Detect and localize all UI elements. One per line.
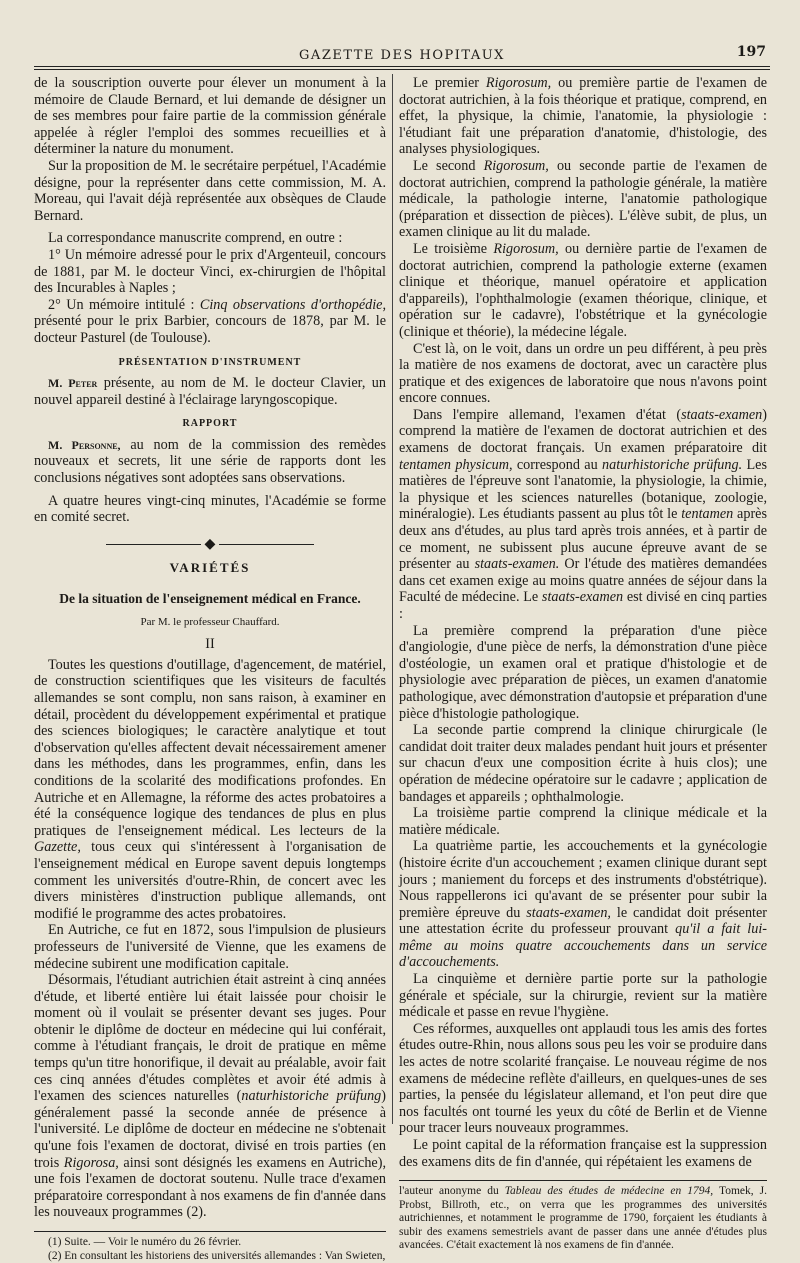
text-run: ) comprend la matière de l'examen de doctorat autrichien et des examens de doctorat français. Un examen préparatoire dit: [399, 407, 767, 456]
text-run: ou seconde partie de l'examen de doctorat autrichien, comprend la pathologie générale, la matière médicale, la pathologie interne, l'anatomie pathologique (préparation et dissection de pièces). L'élève subit, de plus, un examen clinique au lit du malade.: [399, 158, 767, 240]
text-run: Les matières de l'épreuve sont l'anatomie, la physiologie, la chimie, la physique et les sciences naturelles (botanique, zoologie, minéralogie). Les étudiants passent au plus tôt le: [399, 457, 767, 523]
text-run: Le troisième: [413, 241, 493, 257]
italic-run: Tableau des études de médecine en 1794,: [505, 1185, 713, 1197]
italic-run: qu'il a fait lui-même au moins quatre accouchements dans un service d'accouchements.: [399, 921, 767, 970]
text-run: ) généralement passé la seconde année de présence à l'université. Le diplôme de docteur en médecine ne s'obtenait qu'une fois l'examen de doctorat, divisé en trois parties (en trois: [34, 1088, 386, 1170]
italic-run: Gazette,: [34, 839, 81, 855]
text-run: 2° Un mémoire intitulé :: [48, 297, 200, 313]
text-run: ou première partie de l'examen de doctorat autrichien, à la fois théorique et pratique, comprend, en effet, la physique, la chimie, l'anatomie, la physiologie : l'étudiant fait une préparation d'anatomie, d'histologie, des analyses physiologiques.: [399, 75, 767, 157]
journal-title: GAZETTE DES HOPITAUX: [299, 48, 505, 63]
paragraph: [399, 241, 767, 341]
text-run: Le premier: [413, 75, 486, 91]
article-title: De la situation de l'enseignement médical en France.: [34, 591, 386, 608]
paragraph: La seconde partie comprend la clinique chirurgicale (le candidat doit traiter deux malades pendant huit jours et présenter sur chacun d'eux une composition écrite à huis clos); une opération de médecine opératoire sur le cadavre ; application de bandages et appareils ; ophthalmologie.: [399, 722, 767, 805]
right-column: [399, 75, 767, 1253]
text-run: Dans l'empire allemand, l'examen d'état (: [413, 407, 681, 423]
paragraph: [34, 375, 386, 408]
italic-run: tentamen physicum,: [399, 457, 513, 473]
italic-run: staats-examen: [681, 407, 762, 423]
paragraph: [399, 75, 767, 158]
paragraph: La première comprend la préparation d'une pièce d'angiologie, d'une pièce de nerfs, la démonstration d'une pièce d'ostéologie, un examen oral et pratique d'histologie et de physiologie avec préparation de pièces, un examen d'anatomie pathologique, avec démonstration d'autopsie et préparation d'une pièce d'histologie pathologique.: [399, 623, 767, 723]
speaker-name: M. Peter: [48, 376, 97, 390]
footnote: (1) Suite. — Voir le numéro du 26 février.: [34, 1236, 386, 1250]
italic-run: Rigorosa,: [64, 1155, 119, 1171]
italic-run: naturhistoriche prüfung: [241, 1088, 381, 1104]
section-heading-presentation: PRÉSENTATION D'INSTRUMENT: [34, 355, 386, 372]
footnote: (2) En consultant les historiens des universités allemandes : Van Swieten,: [34, 1250, 386, 1263]
paragraph: [399, 158, 767, 241]
text-run: ou dernière partie de l'examen de doctorat autrichien, comprend la pathologie externe (examen clinique et théorique, manuel opératoire et application d'appareils), l'ophthalmologie (examen théorique, clinique, et opération sur le cadavre), l'obstétrique et la gynécologie (clinique et théorie), la médecine légale.: [399, 241, 767, 340]
text-run: présente, au nom de M. le docteur Clavier, un nouvel appareil destiné à l'éclairage laryngoscopique.: [34, 375, 386, 408]
text-run: La quatrième partie, les accouchements et la gynécologie (histoire écrite d'un accouchement ; examen clinique durant sept jours ; maniement du forceps et des instruments d'obstétrique). Nous rappellerons ici qu'avant de se présenter pour subir la première épreuve du: [399, 838, 767, 920]
paragraph: Sur la proposition de M. le secrétaire perpétuel, l'Académie désigne, pour la représenter dans cette commission, M. A. Moreau, qui l'avait déjà représentée aux obsèques de Claude Bernard.: [34, 158, 386, 224]
paragraph: Le point capital de la réformation française est la suppression des examens dits de fin d'année, qui répétaient les examens de: [399, 1137, 767, 1170]
page-number: 197: [737, 44, 766, 60]
paragraph: [34, 657, 386, 923]
text-run: correspond au: [513, 457, 603, 473]
article-byline: Par M. le professeur Chauffard.: [34, 614, 386, 631]
text-run: l'auteur anonyme du: [399, 1185, 505, 1197]
paragraph: 1° Un mémoire adressé pour le prix d'Argenteuil, concours de 1881, par M. le docteur Vinci, ex-chirurgien de l'hôpital des Incurables à Naples ;: [34, 247, 386, 297]
text-run: Désormais, l'étudiant autrichien était astreint à cinq années d'étude, et liberté entière lui était laissée pour choisir le moment où il voulait se présenter devant ses juges. Pour obtenir le diplôme de docteur en médecine qui lui conférait, comme à l'étudiant français, le droit de pratique en même temps qu'un titre honorifique, il devait au préalable, avoir fait ces cinq années d'études complètes et avoir été admis à l'examen des sciences naturelles (: [34, 972, 386, 1104]
text-run: ainsi sont désignés les examens en Autriche), une fois l'examen de doctorat soutenu. Nulle trace d'examen préparatoire correspondant à nos examens de fin d'année dans les nouveaux programmes (2).: [34, 1155, 386, 1221]
header-rule: [34, 66, 770, 70]
paragraph: [399, 407, 767, 623]
footnote-continuation: [399, 1185, 767, 1253]
text-run: Le second: [413, 158, 484, 174]
section-heading-varietes: VARIÉTÉS: [34, 560, 386, 577]
italic-run: naturhistoriche prüfung.: [602, 457, 742, 473]
paragraph: Ces réformes, auxquelles ont applaudi tous les amis des fortes études outre-Rhin, nous allons sous peu les voir se produire dans les actes de notre scolarité française. Le nouveau régime de nos examens de médecine reflète d'ailleurs, en quelques-unes de ses parties, la pensée du législateur allemand, et l'on peut dire que nos facultés ont tourné les yeux du côté de Berlin et de Vienne pour tracer leurs nouveaux programmes.: [399, 1021, 767, 1137]
text-run: Or l'étude des matières demandées dans cet examen exige au moins quatre années de séjour dans la Faculté de médecine. Le: [399, 556, 767, 605]
text-run: Toutes les questions d'outillage, d'agencement, de matériel, de construction scientifiques que les visiteurs de facultés allemandes se sont complu, non sans raison, à examiner en détail, procèdent du développement expérimental et pratique des sciences biologiques; le caractère analytique et tout d'observation qu'elles affectent devait nécessairement amener dans les méthodes, dans les programmes, enfin, dans les conditions de la scolarité des modifications profondes. En Autriche et en Allemagne, la réforme des actes probatoires a été la conséquence logique des tendances de plus en plus pratiques de l'enseignement médical. Les lecteurs de la: [34, 657, 386, 839]
italic-run: staats-examen.: [475, 556, 560, 572]
ornament-separator: ◆: [34, 536, 386, 553]
footnote-rule: [34, 1231, 386, 1232]
italic-run: staats-examen,: [526, 905, 611, 921]
text-run: Tomek, J. Probst, Billroth, etc., on verra que les programmes des universités autrichiennes, et notamment le programme de 1790, forçaient les étudiants à subir des examens semestriels avant de passer dans une année d'études plus avancées. C'était exactement là nos examens de fin d'année.: [399, 1185, 767, 1251]
paragraph: La cinquième et dernière partie porte sur la pathologie générale et spéciale, sur la chirurgie, revient sur la matière médicale et passe en revue l'hygiène.: [399, 971, 767, 1021]
paragraph: En Autriche, ce fut en 1872, sous l'impulsion de plusieurs professeurs de l'université de Vienne, que les examens de médecine subirent une modification capitale.: [34, 922, 386, 972]
footnote-rule: [399, 1180, 767, 1181]
left-column: [34, 75, 386, 1263]
italic-run: Cinq observations d'orthopédie,: [200, 297, 386, 313]
text-run: est divisé en cinq parties :: [399, 589, 767, 622]
paragraph: [34, 437, 386, 487]
text-run: le candidat doit présenter une attestation écrite du professeur prouvant: [399, 905, 767, 938]
text-run: au nom de la commission des remèdes nouveaux et secrets, lit une série de rapports dont les conclusions négatives sont adoptées sans observations.: [34, 437, 386, 486]
paragraph: de la souscription ouverte pour élever un monument à la mémoire de Claude Bernard, et lui demande de désigner un de ses membres pour faire partie de la commission générale appelée à régler l'emploi des sommes recueillies et à déterminer la nature du monument.: [34, 75, 386, 158]
italic-run: Rigorosum,: [493, 241, 558, 257]
section-heading-rapport: RAPPORT: [34, 416, 386, 433]
part-number: II: [34, 636, 386, 653]
italic-run: Rigorosum,: [486, 75, 551, 91]
text-run: présenté pour le prix Barbier, concours de 1878, par M. le docteur Pasturel (de Toulouse).: [34, 313, 386, 346]
paragraph: La troisième partie comprend la clinique médicale et la matière médicale.: [399, 805, 767, 838]
speaker-name: M. Personne,: [48, 438, 121, 452]
paragraph: La correspondance manuscrite comprend, en outre :: [34, 230, 386, 247]
text-run: après deux ans d'études, au plus tard après trois années, et à partir de ce moment, ne subissent plus aucune épreuve avant de se présenter au: [399, 506, 767, 572]
column-divider: [392, 74, 393, 1124]
page-header: [34, 44, 770, 66]
paragraph: [399, 838, 767, 971]
paragraph: C'est là, on le voit, dans un ordre un peu différent, à peu près la matière de nos examens de doctorat, avec un caractère plus pratique et des exigences de laboratoire que nous n'avons point encore connues.: [399, 341, 767, 407]
italic-run: staats-examen: [542, 589, 623, 605]
paragraph: [34, 972, 386, 1221]
italic-run: Rigorosum,: [484, 158, 549, 174]
italic-run: tentamen: [681, 506, 733, 522]
paragraph: [34, 297, 386, 347]
text-run: tous ceux qui s'intéressent à l'organisation de l'enseignement médical en Europe savent depuis longtemps comment les universités d'outre-Rhin, de concert avec les divers ministères d'instruction publique allemands, ont modifié le programme des actes probatoires.: [34, 839, 386, 921]
paragraph: A quatre heures vingt-cinq minutes, l'Académie se forme en comité secret.: [34, 493, 386, 526]
